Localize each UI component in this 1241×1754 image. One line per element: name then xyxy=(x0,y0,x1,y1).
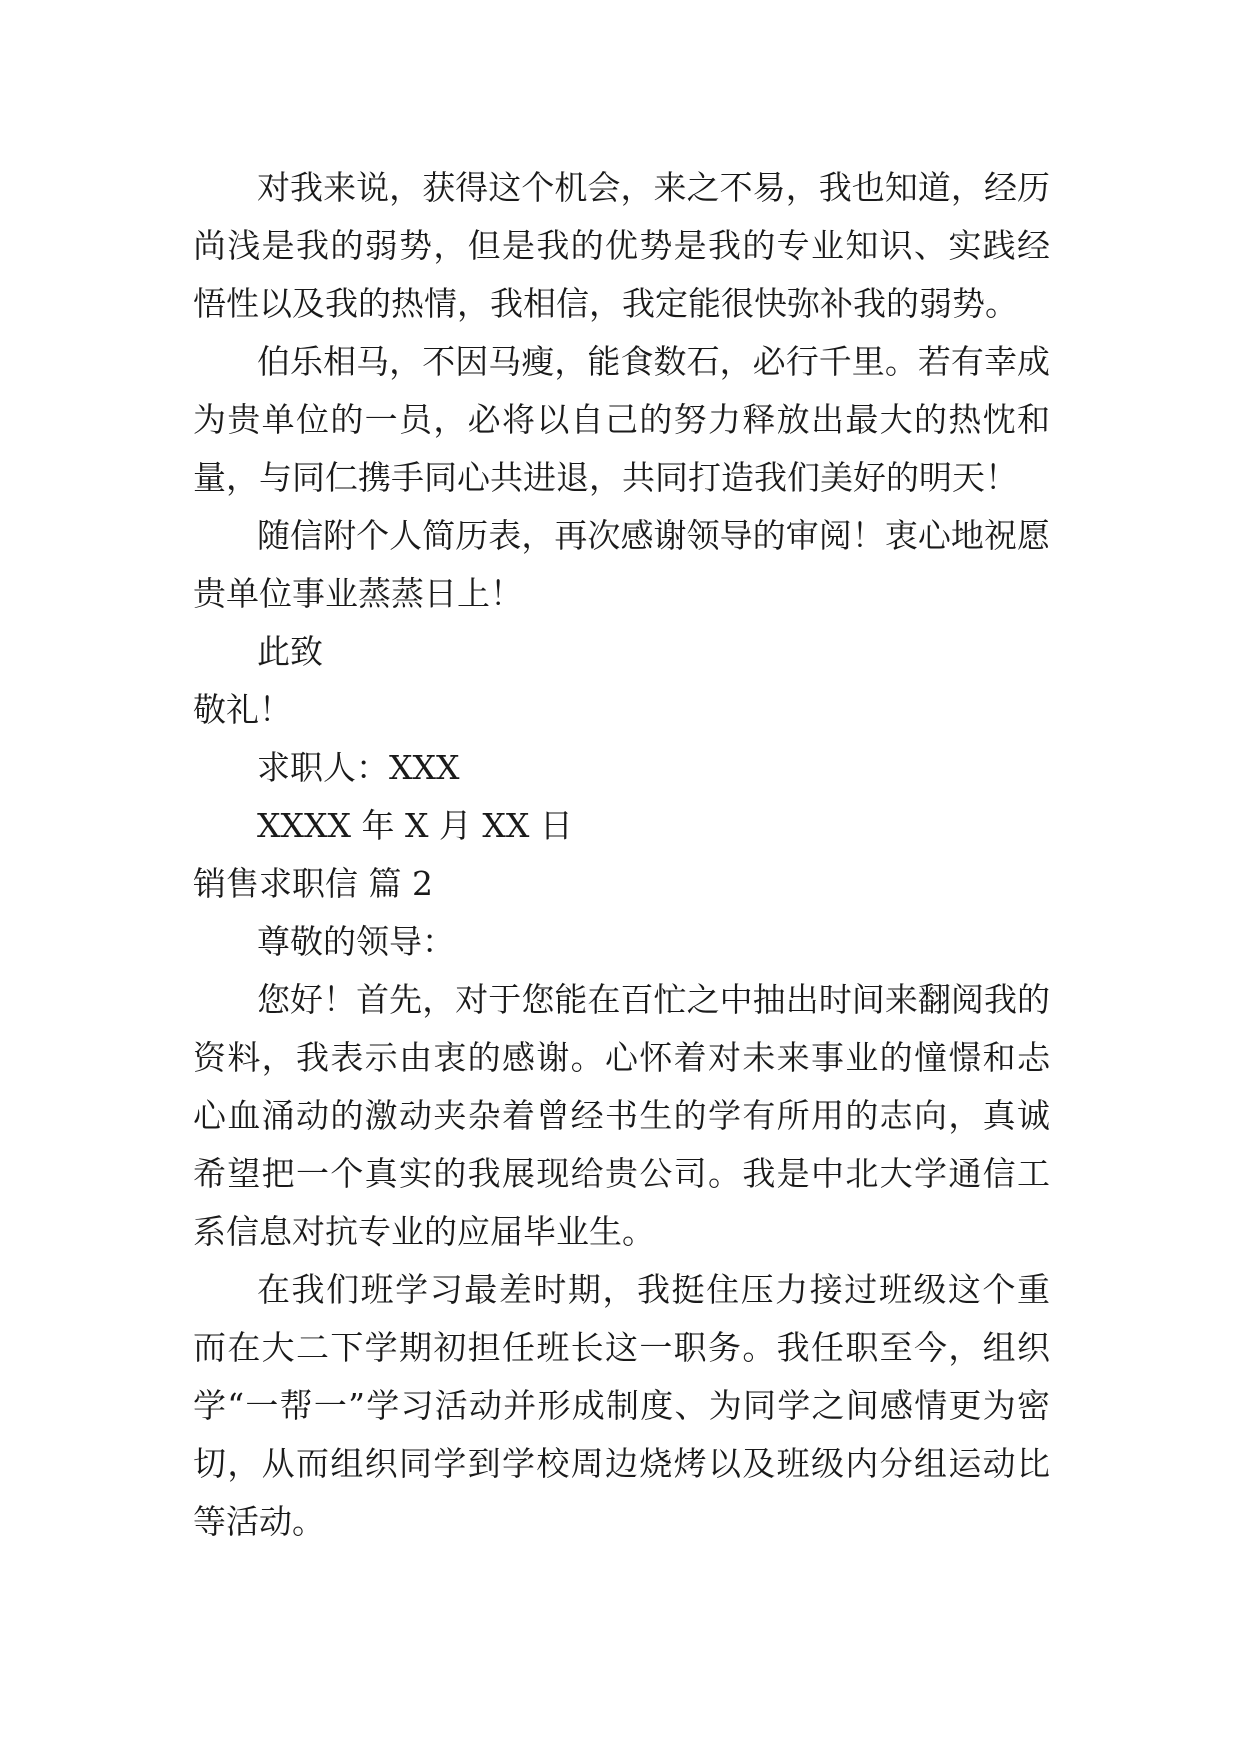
paragraph-line: 您好！首先，对于您能在百忙之中抽出时间来翻阅我的 xyxy=(257,980,1050,1019)
paragraph-line: 切，从而组织同学到学校周边烧烤以及班级内分组运动比 xyxy=(193,1444,1050,1483)
greeting: 尊敬的领导： xyxy=(257,922,455,961)
paragraph-line: 伯乐相马，不因马瘦，能食数石，必行千里。若有幸成 xyxy=(257,342,1050,381)
section-heading: 销售求职信 篇 2 xyxy=(193,864,433,903)
paragraph-line: 系信息对抗专业的应届毕业生。 xyxy=(193,1212,655,1251)
paragraph-line: 悟性以及我的热情，我相信，我定能很快弥补我的弱势。 xyxy=(193,284,1018,323)
paragraph-line: 资料，我表示由衷的感谢。心怀着对未来事业的憧憬和忐 xyxy=(193,1038,1050,1077)
closing-phrase: 此致 xyxy=(257,632,323,671)
paragraph-line: 随信附个人简历表，再次感谢领导的审阅！衷心地祝愿 xyxy=(257,516,1050,555)
paragraph-line: 贵单位事业蒸蒸日上！ xyxy=(193,574,523,613)
paragraph-line: 对我来说，获得这个机会，来之不易，我也知道，经历 xyxy=(257,168,1050,207)
paragraph-line: 在我们班学习最差时期，我挺住压力接过班级这个重 xyxy=(257,1270,1050,1309)
paragraph-line: 尚浅是我的弱势，但是我的优势是我的专业知识、实践经 xyxy=(193,226,1050,265)
salutation: 敬礼！ xyxy=(193,690,292,729)
paragraph-line: 心血涌动的激动夹杂着曾经书生的学有所用的志向，真诚 xyxy=(193,1096,1050,1135)
paragraph-line: 等活动。 xyxy=(193,1502,325,1541)
paragraph-line: 而在大二下学期初担任班长这一职务。我任职至今，组织 xyxy=(193,1328,1050,1367)
paragraph-line: 为贵单位的一员，必将以自己的努力释放出最大的热忱和 xyxy=(193,400,1050,439)
paragraph-line: 学“一帮一”学习活动并形成制度、为同学之间感情更为密 xyxy=(193,1386,1050,1425)
paragraph-line: 量，与同仁携手同心共进退，共同打造我们美好的明天！ xyxy=(193,458,1018,497)
signature-date: XXXX 年 X 月 XX 日 xyxy=(257,806,573,845)
paragraph-line: 希望把一个真实的我展现给贵公司。我是中北大学通信工 xyxy=(193,1154,1050,1193)
signature-name: 求职人：XXX xyxy=(257,748,460,787)
